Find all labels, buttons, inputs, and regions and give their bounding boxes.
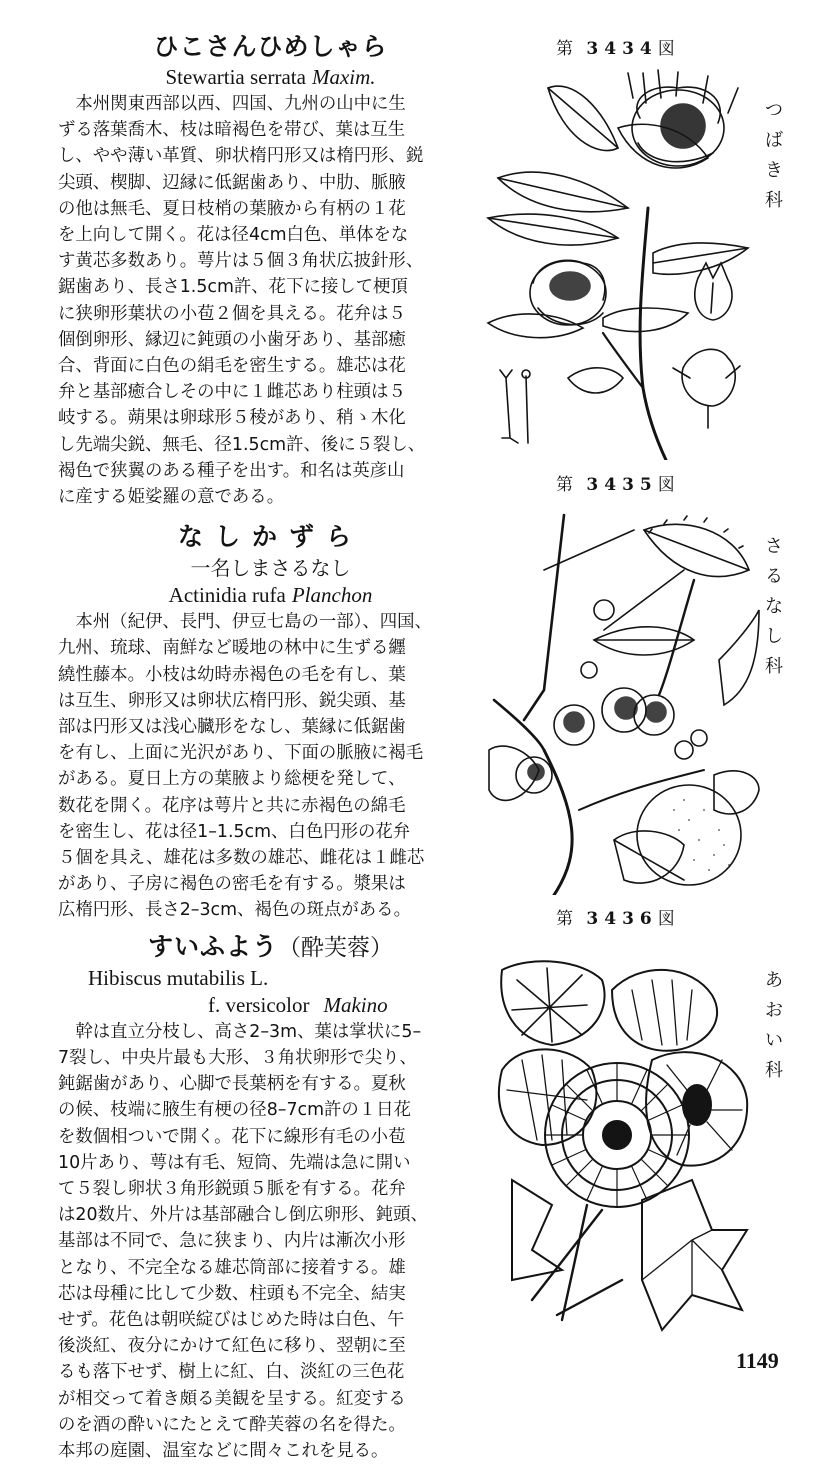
text-line: となり、不完全なる雄芯筒部に接着する。雄 (58, 1257, 406, 1278)
text-line: て５裂し卵状３角形鋭頭５脈を有する。花弁 (58, 1178, 406, 1199)
text-line: 繞性藤本。小枝は幼時赤褐色の毛を有し、葉 (58, 664, 406, 685)
text-line: 基部は不同で、急に狭まり、内片は漸次小形 (58, 1231, 406, 1252)
text-line: 鋸歯あり、長さ1.5cm許、花下に接して梗頂 (58, 277, 408, 298)
alternate-name: 一名しまさるなし (190, 556, 351, 581)
text-line: 数花を開く。花序は萼片と共に赤褐色の綿毛 (58, 795, 406, 816)
text-line: は20数片、外片は基部融合し倒広卵形、鈍頭、 (58, 1205, 428, 1226)
text-line: の他は無毛、夏日枝梢の葉腋から有柄の１花 (58, 198, 406, 219)
entry-title: ひこさんひめしゃら (153, 32, 388, 61)
text-line: ５個を具え、雄花は多数の雄芯、雌花は１雌芯 (58, 848, 425, 869)
text-line: 本邦の庭園、温室などに間々これを見る。 (58, 1440, 389, 1461)
entry-description (58, 609, 483, 923)
figure-suffix: 図 (657, 475, 679, 495)
figure-number: 3436 (586, 909, 658, 929)
text-line: し、やや薄い革質、卵状楕円形又は楕円形、鋭 (58, 146, 424, 167)
scientific-name: Hibiscus mutabilis L. (88, 965, 269, 990)
entry-description (58, 1019, 483, 1464)
family-label (762, 96, 786, 216)
scientific-name (58, 64, 483, 91)
family-char: あ (765, 970, 783, 991)
text-line: ずる落葉喬木、枝は暗褐色を帯び、葉は互生 (58, 120, 406, 141)
entry-title: なしかずら (177, 522, 363, 552)
family-char: 科 (765, 190, 783, 211)
figure-label (556, 34, 679, 59)
text-line: 後淡紅、夜分にかけて紅色に移り、翌朝に至 (58, 1336, 406, 1357)
text-line: があり、子房に褐色の密毛を有する。漿果は (58, 874, 406, 895)
figure-label (556, 904, 679, 929)
entry-title (58, 930, 483, 965)
family-char: き (765, 160, 783, 181)
forma-name (58, 992, 483, 1019)
entry-title-kana: すいふよう (147, 931, 278, 961)
scientific-name-text: Actinidia rufa (168, 583, 286, 608)
family-char: い (765, 1030, 783, 1051)
family-char: つ (765, 100, 783, 121)
family-char: お (765, 1000, 783, 1021)
family-label (762, 532, 786, 682)
text-line: に狭卵形葉状の小苞２個を具える。花弁は５ (58, 303, 406, 324)
entry-hibiscus (58, 930, 483, 1464)
entry-stewartia (58, 30, 483, 510)
entry-description (58, 91, 483, 510)
text-line: 褐色で狭翼のある種子を出す。和名は英彦山 (58, 460, 405, 481)
figure-number: 3435 (586, 475, 658, 495)
text-line: に産する姫娑羅の意である。 (58, 487, 285, 508)
text-line: が相交って着き頗る美観を呈する。紅変する (58, 1388, 406, 1409)
family-char: し (765, 626, 783, 647)
text-line: を上向して開く。花は径4cm白色、単体をな (58, 225, 409, 246)
family-char: さ (765, 536, 783, 557)
text-line: は互生、卵形又は卵状広楕円形、鋭尖頭、基 (58, 690, 406, 711)
text-line: のを酒の酔いにたとえて酔芙蓉の名を得た。 (58, 1414, 406, 1435)
figure-label (556, 470, 679, 495)
text-line: るも落下せず、樹上に紅、白、淡紅の三色花 (58, 1362, 405, 1383)
author-name: Planchon (291, 583, 373, 608)
figure-prefix: 第 (556, 475, 577, 495)
entry-title-kanji: （酔芙蓉） (278, 934, 393, 961)
author-name: Makino (323, 992, 388, 1017)
author-name: Maxim. (311, 65, 376, 89)
text-line: の候、枝端に腋生有梗の径8–7cm許の１日花 (58, 1100, 411, 1121)
text-column (58, 30, 483, 1464)
text-line: 部は円形又は浅心臓形をなし、葉縁に低鋸歯 (58, 717, 406, 738)
figure-suffix: 図 (657, 39, 679, 59)
text-line: 弁と基部癒合しその中に１雌芯あり柱頭は５ (58, 382, 406, 403)
family-char: な (765, 596, 783, 617)
text-line: 鈍鋸歯があり、心脚で長葉柄を有する。夏秋 (58, 1074, 406, 1095)
figure-prefix: 第 (556, 39, 577, 59)
text-line: 個倒卵形、縁辺に鈍頭の小歯牙あり、基部癒 (58, 329, 406, 350)
text-line: 本州（紀伊、長門、伊豆七島の一部）、四国、 (75, 612, 432, 633)
text-line: がある。夏日上方の葉腋より総梗を発して、 (58, 769, 406, 790)
family-label (762, 966, 786, 1086)
text-line: を有し、上面に光沢があり、下面の脈腋に褐毛 (58, 743, 424, 764)
text-line: 7裂し、中央片最も大形、３角状卵形で尖り、 (58, 1047, 417, 1068)
text-line: 九州、琉球、南鮮など暖地の林中に生ずる纒 (58, 638, 406, 659)
family-char: る (765, 566, 783, 587)
scientific-name (58, 582, 483, 609)
text-line: せず。花色は朝咲綻びはじめた時は白色、午 (58, 1309, 405, 1330)
stewartia-illustration-icon (478, 68, 760, 460)
text-line: し先端尖鋭、無毛、径1.5cm許、後に５裂し、 (58, 434, 426, 455)
entry-actinidia (58, 520, 483, 923)
figure-prefix: 第 (556, 909, 577, 929)
figure-number: 3434 (586, 39, 658, 59)
scientific-name-text: Stewartia serrata (165, 65, 306, 89)
text-line: す黄芯多数あり。萼片は５個３角状広披針形、 (58, 251, 424, 272)
text-line: 本州関東西部以西、四国、九州の山中に生 (75, 94, 406, 114)
page-number: 1149 (736, 1348, 779, 1373)
text-line: を密生し、花は径1–1.5cm、白色円形の花弁 (58, 821, 411, 842)
family-char: ば (765, 130, 783, 151)
text-line: 合、背面に白色の絹毛を密生する。雄芯は花 (58, 356, 406, 377)
family-char: 科 (765, 1060, 783, 1081)
actinidia-illustration-icon (484, 510, 760, 895)
text-line: 幹は直立分枝し、高さ2–3m、葉は掌状に5– (75, 1021, 422, 1042)
forma-text: f. versicolor (208, 992, 310, 1017)
text-line: 広楕円形、長さ2–3cm、褐色の斑点がある。 (58, 900, 411, 921)
text-line: を数個相ついで開く。花下に線形有毛の小苞 (58, 1126, 406, 1147)
text-line: 芯は母種に比して少数、柱頭も不完全、結実 (58, 1283, 406, 1304)
figure-suffix: 図 (657, 909, 679, 929)
text-line: 岐する。蒴果は卵球形５稜があり、稍ゝ木化 (58, 408, 406, 429)
hibiscus-illustration-icon (492, 950, 754, 1335)
text-line: 10片あり、萼は有毛、短筒、先端は急に開い (58, 1152, 411, 1173)
text-line: 尖頭、楔脚、辺縁に低鋸歯あり、中肋、脈腋 (58, 172, 406, 193)
family-char: 科 (765, 656, 783, 677)
